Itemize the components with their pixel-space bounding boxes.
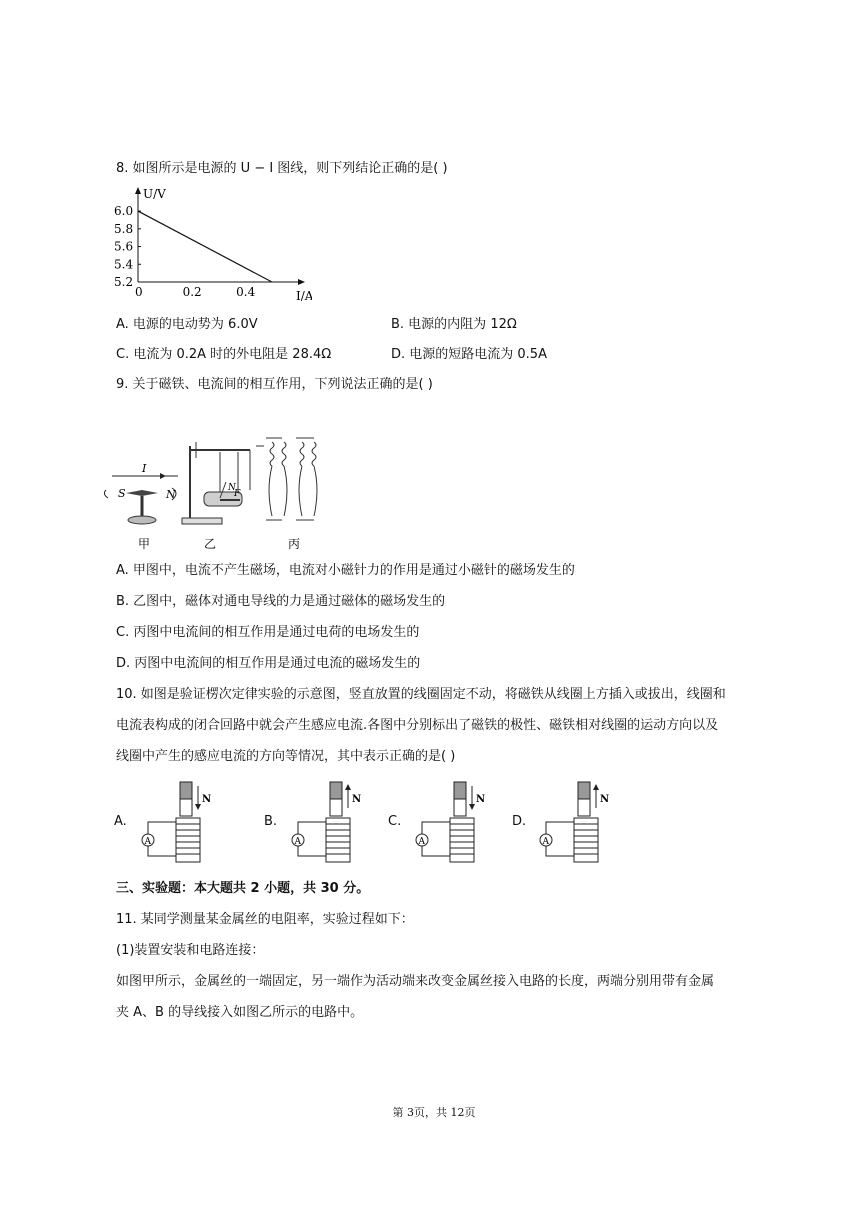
ammeter-label: A xyxy=(418,837,425,847)
figure-jia xyxy=(104,462,178,524)
coil-circuit xyxy=(526,780,626,868)
page-footer: 第 3页，共 12页 xyxy=(392,1106,476,1119)
q8-ui-chart xyxy=(112,184,312,306)
q10-stem-line-1: 10. 如图是验证楞次定律实验的示意图，竖直放置的线圈固定不动，将磁铁从线圈上方插入或拔出，线圈和 xyxy=(116,687,726,702)
q10-figure-c xyxy=(390,780,490,868)
q11-sub1: (1)装置安装和电路连接： xyxy=(116,943,265,958)
section-3-heading: 三、实验题：本大题共 2 小题，共 30 分。 xyxy=(116,881,370,896)
x-tick-label: 0.2 xyxy=(182,285,202,299)
q10-figure-a xyxy=(116,780,216,868)
ammeter-label: A xyxy=(144,837,151,847)
q9-option-c: C. 丙图中电流间的相互作用是通过电荷的电场发生的 xyxy=(116,625,420,640)
coil-circuit xyxy=(128,780,228,868)
q9-figure xyxy=(100,430,340,555)
y-tick-label: 5.4 xyxy=(114,257,134,272)
y-tick-label: 5.6 xyxy=(114,239,134,254)
q8-option-a: A. 电源的电动势为 6.0V xyxy=(116,317,258,332)
ammeter-label: A xyxy=(294,837,301,847)
q8-option-d: D. 电源的短路电流为 0.5A xyxy=(391,347,547,362)
y-tick-label: 5.2 xyxy=(114,275,134,289)
coil xyxy=(326,818,350,862)
n-label-yi: N xyxy=(228,483,236,493)
coil xyxy=(574,818,598,862)
x-tick-label: 0.4 xyxy=(236,285,256,299)
s-pole-label: S xyxy=(118,487,126,500)
current-label: I xyxy=(142,462,147,475)
y-axis-label: U/V xyxy=(143,187,166,201)
magnet-pole xyxy=(454,782,466,799)
q9-option-a: A. 甲图中，电流不产生磁场，电流对小磁针力的作用是通过小磁针的磁场发生的 xyxy=(116,563,575,578)
q10-figure-d xyxy=(514,780,614,868)
pole-label: N xyxy=(476,794,486,805)
q10-option-label: B. xyxy=(264,814,278,829)
q9-stem: 9. 关于磁铁、电流间的相互作用，下列说法正确的是( ) xyxy=(116,377,433,392)
n-pole-label: N xyxy=(166,488,176,501)
y-axis-arrow xyxy=(135,187,141,194)
q8-stem: 8. 如图所示是电源的 U − I 图线，则下列结论正确的是( ) xyxy=(116,161,448,176)
label-bing: 丙 xyxy=(288,537,301,551)
series-line xyxy=(138,211,272,282)
ui-line-chart xyxy=(112,184,312,306)
label-jia: 甲 xyxy=(138,537,151,551)
y-tick-label: 5.8 xyxy=(114,221,134,236)
coil-circuit xyxy=(278,780,378,868)
q10-figure-b xyxy=(266,780,366,868)
figure-yi xyxy=(182,442,264,524)
magnet-pole xyxy=(180,782,192,799)
q11-paragraph-line-2: 夹 A、B 的导线接入如图乙所示的电路中。 xyxy=(116,1005,364,1020)
q10-option-label: C. xyxy=(388,814,402,829)
q10-stem-line-3: 线圈中产生的感应电流的方向等情况，其中表示正确的是( ) xyxy=(116,749,456,764)
pole-label: N xyxy=(600,794,610,805)
q10-stem-line-2: 电流表构成的闭合回路中就会产生感应电流.各图中分别标出了磁铁的极性、磁铁相对线圈的运动方向以及 xyxy=(116,718,719,733)
q8-option-c: C. 电流为 0.2A 时的外电阻是 28.4Ω xyxy=(116,347,332,362)
q11-stem: 11. 某同学测量某金属丝的电阻率，实验过程如下： xyxy=(116,912,414,927)
x-axis-label: I/A xyxy=(296,289,312,303)
figure-bing xyxy=(266,438,317,520)
q10-option-label: A. xyxy=(114,814,127,829)
q11-paragraph-line-1: 如图甲所示，金属丝的一端固定，另一端作为活动端来改变金属丝接入电路的长度，两端分别用带有金属 xyxy=(116,974,715,989)
coil xyxy=(176,818,200,862)
q9-diagram xyxy=(100,430,340,555)
ammeter-label: A xyxy=(542,837,549,847)
x-axis-arrow xyxy=(298,279,305,285)
pole-label: N xyxy=(352,794,362,805)
y-tick-label: 6.0 xyxy=(114,204,134,219)
magnet-pole xyxy=(578,782,590,799)
q9-option-d: D. 丙图中电流间的相互作用是通过电流的磁场发生的 xyxy=(116,656,421,671)
q10-option-label: D. xyxy=(512,814,527,829)
coil xyxy=(450,818,474,862)
magnet-pole xyxy=(330,782,342,799)
x-tick-label: 0 xyxy=(135,285,143,299)
label-yi: 乙 xyxy=(204,537,217,551)
q9-option-b: B. 乙图中，磁体对通电导线的力是通过磁体的磁场发生的 xyxy=(116,594,446,609)
pole-label: N xyxy=(202,794,212,805)
coil-circuit xyxy=(402,780,502,868)
q8-option-b: B. 电源的内阻为 12Ω xyxy=(391,317,517,332)
force-label: F xyxy=(234,489,241,499)
